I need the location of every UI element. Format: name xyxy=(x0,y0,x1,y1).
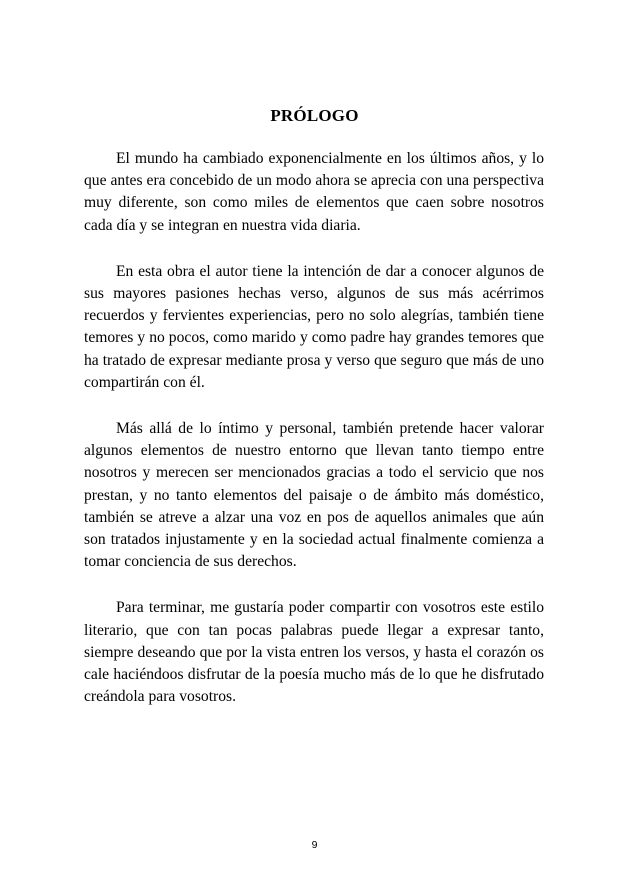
paragraph-2: En esta obra el autor tiene la intención de dar a conocer algunos de sus mayores pasiones hechas verso, algunos de sus más acérrimos recuerdos y fervientes experiencias, pero no solo alegrías, también tiene temores y no pocos, como marido y como padre hay grandes temores que ha tratado de expresar mediante prosa y verso que seguro que más de uno compartirán con él. xyxy=(84,262,544,391)
prologue-body xyxy=(84,148,544,732)
page-number: 9 xyxy=(311,839,318,851)
paragraph-1: El mundo ha cambiado exponencialmente en los últimos años, y lo que antes era concebido de un modo ahora se aprecia con una perspectiva muy diferente, son como miles de elementos que caen sobre nosotros cada día y se integran en nuestra vida diaria. xyxy=(84,150,544,234)
page-title: PRÓLOGO xyxy=(270,106,359,125)
paragraph-4: Para terminar, me gustaría poder compartir con vosotros este estilo literario, que con tan pocas palabras puede llegar a expresar tanto, siempre deseando que por la vista entren los versos, y hasta el corazón os cale haciéndoos disfrutar de la poesía mucho más de lo que he disfrutado creándola para vosotros. xyxy=(84,599,544,706)
paragraph-3: Más allá de lo íntimo y personal, también pretende hacer valorar algunos elementos de nuestro entorno que llevan tanto tiempo entre nosotros y merecen ser mencionados gracias a todo el servicio que nos prestan, y no tanto elementos del paisaje o de ámbito más doméstico, también se atreve a alzar una voz en pos de aquellos animales que aún son tratados injustamente y en la sociedad actual finalmente comienza a tomar conciencia de sus derechos. xyxy=(84,420,544,571)
